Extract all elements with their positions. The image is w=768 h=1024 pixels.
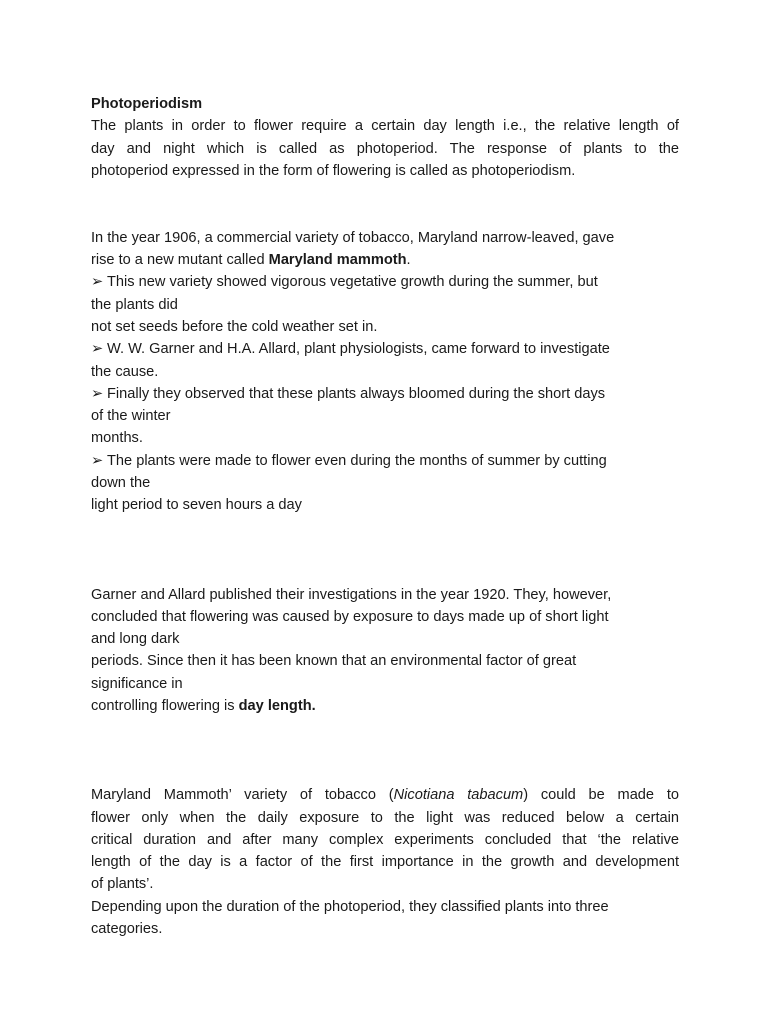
bullet-3-line-3: months.	[91, 430, 143, 447]
garner-last-text: controlling flowering is	[91, 698, 239, 715]
page-title: Photoperiodism	[91, 96, 203, 112]
bullet-3-text: Finally they observed that these plants always bloomed during the short days	[107, 385, 606, 402]
history-line-1: In the year 1906, a commercial variety of tobacco, Maryland narrow-leaved, gave	[91, 229, 615, 246]
history-line-2-period: .	[406, 252, 411, 269]
bullet-1-line-1	[91, 271, 679, 293]
intro-line-3: photoperiod expressed in the form of flowering is called as photoperiodism.	[91, 162, 576, 179]
history-line-2-text: rise to a new mutant called	[91, 252, 269, 269]
day-length-term: day length.	[238, 698, 316, 715]
mammoth-line-7: categories.	[91, 920, 163, 937]
bullet-1-line-2: the plants did	[91, 296, 178, 313]
arrow-bullet-icon: ➢	[91, 341, 104, 358]
garner-line-3: and long dark	[91, 631, 180, 648]
bullet-3-line-1	[91, 383, 679, 405]
intro-line-2: day and night which is called as photoperiod. The response of plants to the	[91, 140, 679, 157]
bullet-1-line-3: not set seeds before the cold weather set in.	[91, 318, 378, 335]
mammoth-line-4: length of the day is a factor of the first importance in the growth and development	[91, 854, 679, 871]
mammoth-line-2: flower only when the daily exposure to the light was reduced below a certain	[91, 809, 679, 826]
mammoth-line-3: critical duration and after many complex experiments concluded that ‘the relative	[91, 831, 679, 848]
arrow-bullet-icon: ➢	[91, 385, 104, 402]
bullet-2-text: W. W. Garner and H.A. Allard, plant physiologists, came forward to investigate	[107, 341, 610, 358]
scientific-name: Nicotiana tabacum	[393, 787, 524, 804]
maryland-mammoth-term: Maryland mammoth	[268, 252, 407, 269]
paragraph-gap	[91, 517, 679, 562]
garner-line-2: concluded that flowering was caused by exposure to days made up of short light	[91, 608, 609, 625]
bullet-4-line-2: down the	[91, 475, 151, 492]
bullet-4-text: The plants were made to flower even during the months of summer by cutting	[107, 452, 607, 469]
garner-line-1: Garner and Allard published their investigations in the year 1920. They, however,	[91, 586, 612, 603]
bullet-4-line-1	[91, 450, 679, 472]
bullet-3-line-2: of the winter	[91, 408, 171, 425]
paragraph-gap	[91, 561, 679, 583]
paragraph-gap	[91, 182, 679, 227]
bullet-4-line-3: light period to seven hours a day	[91, 497, 302, 514]
garner-line-5: significance in	[91, 675, 183, 692]
mammoth-line-5: of plants’.	[91, 876, 154, 893]
mammoth-line-6: Depending upon the duration of the photoperiod, they classified plants into three	[91, 898, 609, 915]
document-page	[91, 93, 679, 940]
arrow-bullet-icon: ➢	[91, 452, 104, 469]
mammoth-line-1	[91, 784, 679, 806]
paragraph-gap	[91, 762, 679, 784]
history-line-2	[91, 249, 679, 271]
intro-line-1: The plants in order to flower require a certain day length i.e., the relative length of	[91, 118, 679, 135]
garner-line-6	[91, 695, 679, 717]
garner-line-4: periods. Since then it has been known that an environmental factor of great	[91, 653, 577, 670]
mammoth-line-1-end: ) could be made to	[523, 787, 679, 804]
arrow-bullet-icon: ➢	[91, 274, 104, 291]
mammoth-line-1-text: Maryland Mammoth’ variety of tobacco (	[91, 787, 394, 804]
bullet-2-line-1	[91, 338, 679, 360]
bullet-1-text: This new variety showed vigorous vegetative growth during the summer, but	[107, 274, 598, 291]
paragraph-gap	[91, 717, 679, 762]
bullet-2-line-2: the cause.	[91, 363, 159, 380]
